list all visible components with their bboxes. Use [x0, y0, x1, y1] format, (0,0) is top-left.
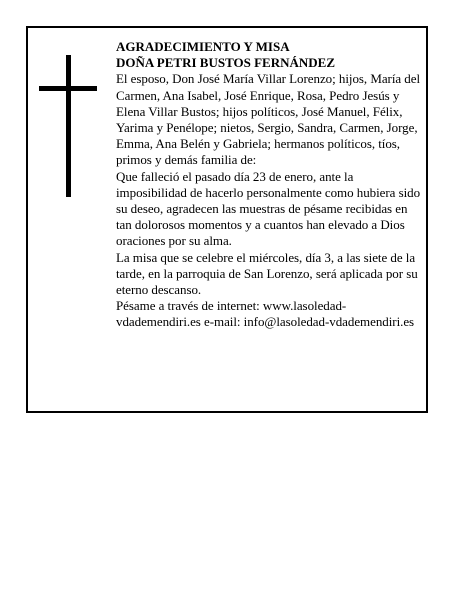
notice-title: AGRADECIMIENTO Y MISA [116, 39, 290, 54]
cross-horizontal-bar [39, 86, 97, 91]
cross-icon [39, 55, 97, 197]
cross-vertical-bar [66, 55, 71, 197]
obituary-notice-frame [26, 26, 428, 413]
notice-text-column [116, 39, 422, 331]
family-paragraph: El esposo, Don José María Villar Lorenzo; hijos, María del Carmen, Ana Isabel, José Enrique, Rosa, Pedro Jesús y Elena Villar Bustos; hijos políticos, José Manuel, Félix, Yarima y Penélope; nietos, Sergio, Sandra, Carmen, Jorge, Emma, Ana Belén y Gabriela; hermanos políticos, tíos, primos y demás familia de: [116, 71, 421, 168]
condolences-paragraph: Pésame a través de internet: www.lasoledad-vdademendiri.es e-mail: info@lasoledad-vdademendiri.es [116, 298, 415, 330]
mass-paragraph: La misa que se celebre el miércoles, día 3, a las siete de la tarde, en la parroquia de San Lorenzo, será aplicada por su eterno descanso. [116, 249, 418, 298]
thanks-paragraph: Que falleció el pasado día 23 de enero, ante la imposibilidad de hacerlo personalmente como hubiera sido su deseo, agradecen las muestras de pésame recibidas en tan dolorosos momentos y a cuantos han elevado a Dios oraciones por su alma. [116, 168, 421, 249]
deceased-name: DOÑA PETRI BUSTOS FERNÁNDEZ [116, 55, 336, 71]
